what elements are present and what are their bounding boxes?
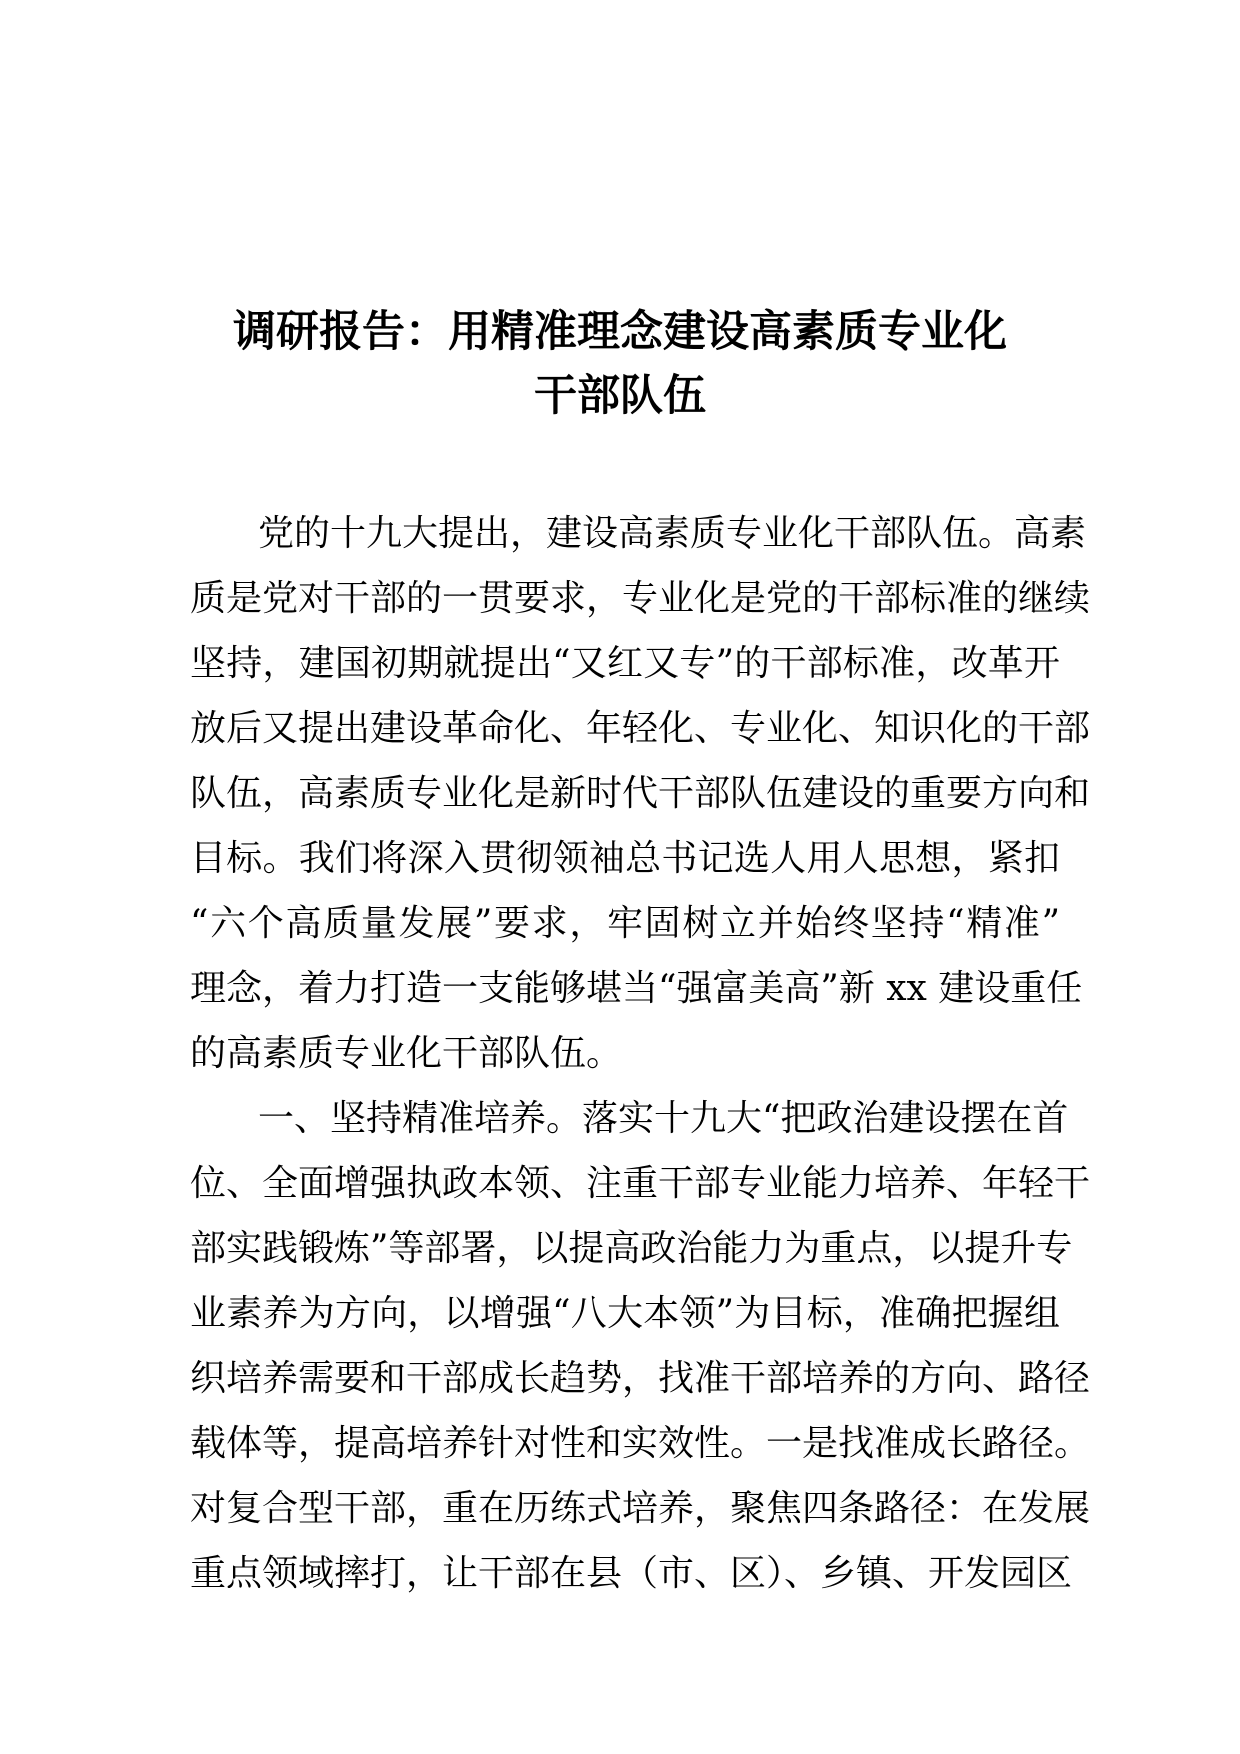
text-line: 业素养为方向，以增强“八大本领”为目标，准确把握组 bbox=[190, 1293, 1060, 1334]
text-line: 放后又提出建设革命化、年轻化、专业化、知识化的干部 bbox=[190, 708, 1091, 749]
title-line-2: 干部队伍 bbox=[534, 371, 706, 421]
text-line: “六个高质量发展”要求，牢固树立并始终坚持“精准” bbox=[190, 903, 1060, 944]
text-line: 重点领域摔打，让干部在县（市、区）、乡镇、开发园区 bbox=[190, 1553, 1073, 1594]
text-line: 理念，着力打造一支能够堪当“强富美高”新 xx 建设重任 bbox=[190, 968, 1083, 1009]
title-line-1: 调研报告：用精准理念建设高素质专业化 bbox=[233, 307, 1007, 357]
paragraph-1 bbox=[190, 501, 1091, 1086]
text-line: 目标。我们将深入贯彻领袖总书记选人用人思想，紧扣 bbox=[190, 838, 1060, 879]
text-line: 的高素质专业化干部队伍。 bbox=[190, 1033, 623, 1074]
text-line: 织培养需要和干部成长趋势，找准干部培养的方向、路径 bbox=[190, 1358, 1091, 1399]
text-line: 质是党对干部的一贯要求，专业化是党的干部标准的继续 bbox=[190, 578, 1091, 619]
text-line: 部实践锻炼”等部署，以提高政治能力为重点，以提升专 bbox=[190, 1228, 1073, 1269]
text-line: 坚持，建国初期就提出“又红又专”的干部标准，改革开 bbox=[190, 643, 1060, 684]
text-line: 载体等，提高培养针对性和实效性。一是找准成长路径。 bbox=[190, 1423, 1091, 1464]
text-line: 一、坚持精准培养。落实十九大“把政治建设摆在首 bbox=[258, 1098, 1069, 1139]
document-body bbox=[190, 501, 1091, 1606]
paragraph-2 bbox=[190, 1086, 1091, 1606]
document-title bbox=[150, 300, 1090, 428]
text-line: 位、全面增强执政本领、注重干部专业能力培养、年轻干 bbox=[190, 1163, 1091, 1204]
text-line: 对复合型干部，重在历练式培养，聚焦四条路径：在发展 bbox=[190, 1488, 1091, 1529]
text-line: 队伍，高素质专业化是新时代干部队伍建设的重要方向和 bbox=[190, 773, 1091, 814]
text-line: 党的十九大提出，建设高素质专业化干部队伍。高素 bbox=[258, 513, 1087, 554]
